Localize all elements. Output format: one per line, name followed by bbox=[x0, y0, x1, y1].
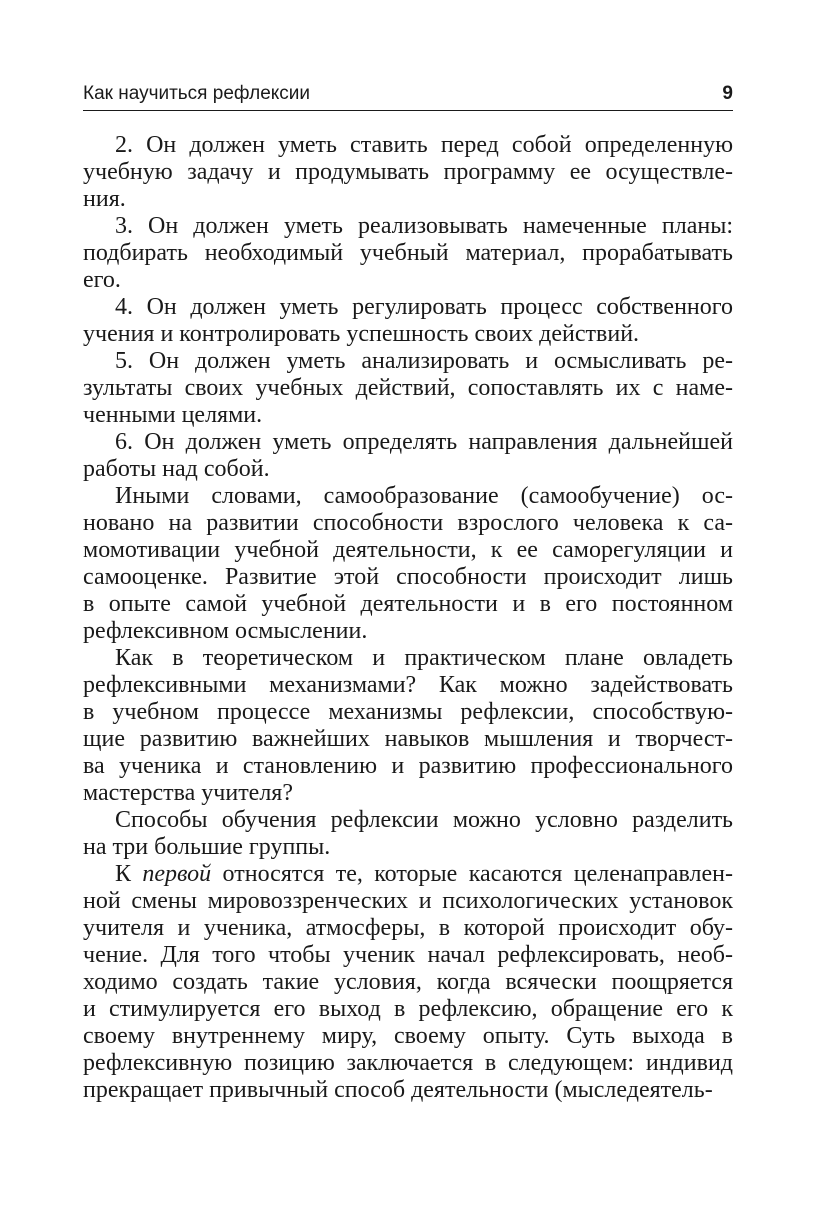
paragraph-line: мастерства учителя? bbox=[83, 780, 293, 806]
paragraph-line bbox=[83, 861, 733, 888]
paragraph-line: учения и контролировать успешность своих действий. bbox=[83, 321, 640, 347]
paragraph-line: ходимо создать такие условия, когда всячески поощряется bbox=[83, 969, 733, 995]
paragraph-line: учебную задачу и продумывать программу ее осуществле- bbox=[83, 159, 733, 185]
paragraph-line: самооценке. Развитие этой способности происходит лишь bbox=[83, 564, 733, 590]
paragraph-line: и стимулируется его выход в рефлексию, обращение его к bbox=[83, 996, 733, 1022]
paragraph bbox=[83, 348, 733, 429]
paragraph-line: рефлексивном осмыслении. bbox=[83, 618, 368, 644]
paragraph-line: его. bbox=[83, 267, 121, 293]
paragraph-line: ва ученика и становлению и развитию профессионального bbox=[83, 753, 733, 779]
paragraph-line: учителя и ученика, атмосферы, в которой происходит обу- bbox=[83, 915, 733, 941]
paragraph bbox=[83, 294, 733, 348]
paragraph-line: чение. Для того чтобы ученик начал рефлексировать, необ- bbox=[83, 942, 733, 968]
paragraph-line: рефлексивную позицию заключается в следующем: индивид bbox=[83, 1050, 733, 1076]
paragraph bbox=[83, 132, 733, 213]
paragraph-line: прекращает привычный способ деятельности (мыследеятель- bbox=[83, 1077, 713, 1103]
running-head bbox=[83, 80, 733, 110]
paragraph bbox=[83, 483, 733, 645]
paragraph-line: Иными словами, самообразование (самообучение) ос- bbox=[115, 483, 733, 509]
body-text bbox=[83, 132, 733, 1104]
book-page bbox=[83, 0, 733, 1211]
paragraph-line: 5. Он должен уметь анализировать и осмысливать ре- bbox=[115, 348, 733, 374]
running-title: Как научиться рефлексии bbox=[83, 83, 311, 104]
paragraph-line: в опыте самой учебной деятельности и в его постоянном bbox=[83, 591, 733, 617]
paragraph-line: 4. Он должен уметь регулировать процесс собственного bbox=[115, 294, 733, 320]
paragraph-list bbox=[83, 132, 733, 1104]
paragraph-line: Как в теоретическом и практическом плане овладеть bbox=[115, 645, 733, 671]
header-rule bbox=[83, 110, 733, 111]
paragraph-line: новано на развитии способности взрослого человека к са- bbox=[83, 510, 733, 536]
paragraph-line: ченными целями. bbox=[83, 402, 263, 428]
paragraph-line: подбирать необходимый учебный материал, прорабатывать bbox=[83, 240, 733, 266]
line-text: К bbox=[115, 861, 143, 887]
paragraph-line: ния. bbox=[83, 186, 126, 212]
paragraph-line: момотивации учебной деятельности, к ее саморегуляции и bbox=[83, 537, 733, 563]
line-text: относятся те, которые касаются целенаправлен- bbox=[211, 861, 734, 887]
paragraph-line: щие развитию важнейших навыков мышления и творчест- bbox=[83, 726, 733, 752]
paragraph bbox=[83, 807, 733, 861]
paragraph bbox=[83, 429, 733, 483]
paragraph-line: 2. Он должен уметь ставить перед собой определенную bbox=[115, 132, 733, 158]
paragraph-line: на три большие группы. bbox=[83, 834, 331, 860]
paragraph bbox=[83, 645, 733, 807]
paragraph-line: ной смены мировоззренческих и психологических установок bbox=[83, 888, 733, 914]
paragraph-line: своему внутреннему миру, своему опыту. Суть выхода в bbox=[83, 1023, 733, 1049]
paragraph bbox=[83, 861, 733, 1104]
paragraph-line: 6. Он должен уметь определять направления дальнейшей bbox=[115, 429, 733, 455]
paragraph-line: 3. Он должен уметь реализовывать намеченные планы: bbox=[115, 213, 733, 239]
paragraph bbox=[83, 213, 733, 294]
paragraph-line: зультаты своих учебных действий, сопоставлять их с наме- bbox=[83, 375, 733, 401]
page-number: 9 bbox=[722, 83, 733, 104]
paragraph-line: работы над собой. bbox=[83, 456, 270, 482]
paragraph-line: рефлексивными механизмами? Как можно задействовать bbox=[83, 672, 733, 698]
paragraph-line: в учебном процессе механизмы рефлексии, способствую- bbox=[83, 699, 733, 725]
emphasis-text: первой bbox=[142, 861, 212, 887]
paragraph-line: Способы обучения рефлексии можно условно разделить bbox=[115, 807, 733, 833]
